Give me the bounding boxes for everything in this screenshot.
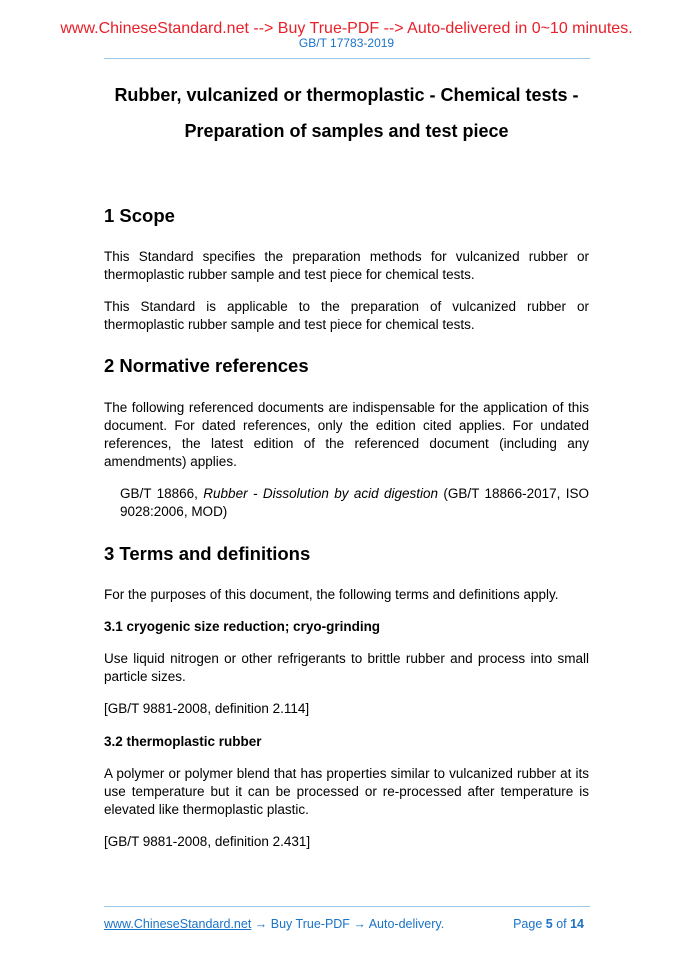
normative-reference-item — [120, 485, 589, 521]
section-heading-scope: 1 Scope — [104, 205, 175, 226]
footer-site-link[interactable]: www.ChineseStandard.net — [104, 917, 252, 931]
page-indicator — [513, 916, 584, 932]
reference-code: GB/T 18866, — [120, 486, 204, 501]
footer-divider — [104, 906, 590, 907]
term-definition-cryogenic: Use liquid nitrogen or other refrigerants to brittle rubber and process into small particle sizes. — [104, 651, 589, 684]
term-heading-thermoplastic: 3.2 thermoplastic rubber — [104, 734, 262, 749]
scope-paragraph-2: This Standard is applicable to the preparation of vulcanized rubber or thermoplastic rubber sample and test piece for chemical tests. — [104, 299, 589, 332]
footer-tagline: → Buy True-PDF → Auto-delivery. — [251, 917, 445, 931]
header-divider — [104, 58, 590, 59]
term-source-thermoplastic: [GB/T 9881-2008, definition 2.431] — [104, 834, 311, 849]
page-footer — [104, 916, 590, 932]
total-pages-number: 14 — [570, 917, 584, 931]
page-label: Page — [513, 917, 546, 931]
scope-paragraph-1: This Standard specifies the preparation methods for vulcanized rubber or thermoplastic rubber sample and test piece for chemical tests. — [104, 249, 589, 282]
normative-paragraph: The following referenced documents are indispensable for the application of this document. For dated references, only the edition cited applies. For undated references, the latest edition of the referenced document (including any amendments) applies. — [104, 400, 589, 469]
term-definition-thermoplastic: A polymer or polymer blend that has properties similar to vulcanized rubber at its use temperature but it can be processed or re-processed after temperature is elevated like thermoplastic plastic. — [104, 766, 589, 817]
document-title-line1: Rubber, vulcanized or thermoplastic - Chemical tests - — [114, 85, 579, 105]
term-source-cryogenic: [GB/T 9881-2008, definition 2.114] — [104, 701, 310, 716]
promo-banner[interactable]: www.ChineseStandard.net --> Buy True-PDF --> Auto-delivered in 0~10 minutes. — [60, 20, 633, 37]
section-heading-terms: 3 Terms and definitions — [104, 543, 311, 564]
section-heading-normative-references: 2 Normative references — [104, 355, 309, 376]
current-page-number: 5 — [545, 917, 553, 931]
reference-title: Rubber - Dissolution by acid digestion — [203, 486, 439, 501]
page-of-label: of — [552, 917, 571, 931]
reference-details: (GB/T 18866-2017, ISO 9028:2006, MOD) — [120, 486, 589, 519]
term-heading-cryogenic: 3.1 cryogenic size reduction; cryo-grinding — [104, 619, 381, 634]
document-title-line2: Preparation of samples and test piece — [184, 121, 509, 141]
standard-code: GB/T 17783-2019 — [298, 36, 395, 50]
terms-intro: For the purposes of this document, the following terms and definitions apply. — [104, 587, 559, 602]
